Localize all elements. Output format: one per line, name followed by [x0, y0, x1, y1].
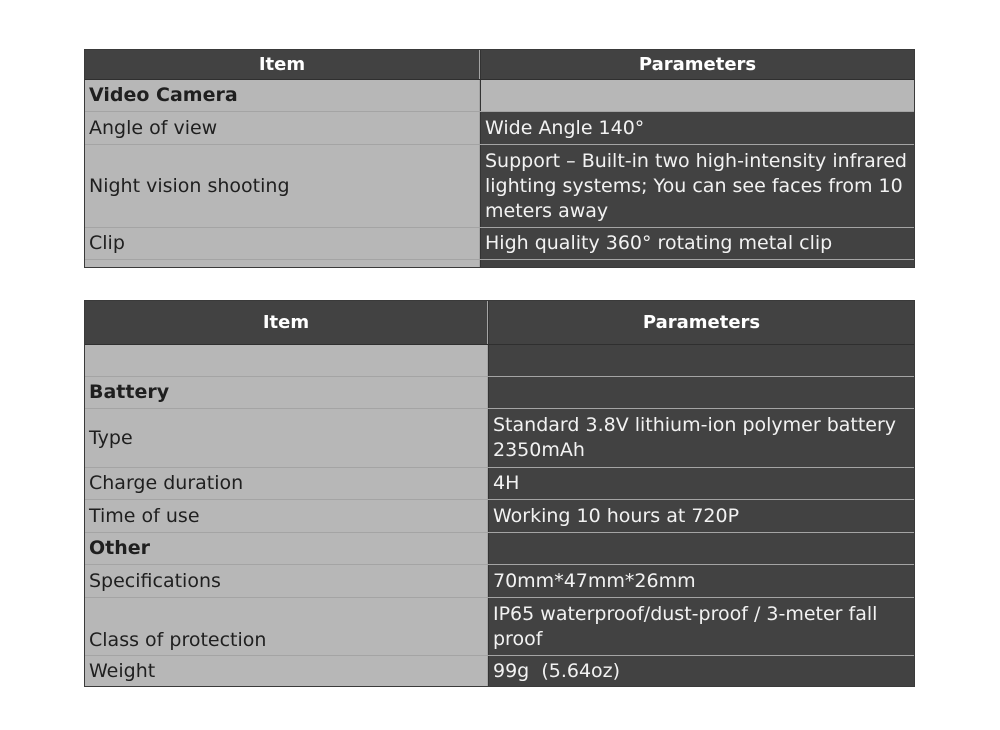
param-cell: IP65 waterproof/dust-proof / 3-meter fall proof [488, 598, 914, 655]
param-cell: 70mm*47mm*26mm [488, 565, 914, 597]
header-item: Item [85, 301, 488, 344]
param-cell: Standard 3.8V lithium-ion polymer battery 2350mAh [488, 409, 914, 467]
table-row [85, 468, 914, 500]
param-cell: Support – Built-in two high-intensity infrared lighting systems; You can see faces from 10 meters away [480, 145, 914, 227]
item-cell: Weight [85, 656, 488, 686]
table-row-cut-off [85, 260, 914, 268]
item-cell: Angle of view [85, 112, 480, 144]
section-title: Other [85, 533, 488, 564]
table-row [85, 500, 914, 533]
section-row-battery [85, 377, 914, 409]
item-cell [85, 345, 488, 376]
section-param-empty [480, 80, 914, 111]
param-cell: Working 10 hours at 720P [488, 500, 914, 532]
section-title: Video Camera [85, 80, 480, 111]
table-row [85, 228, 914, 260]
table-row [85, 565, 914, 598]
section-param-empty [488, 377, 914, 408]
table-row [85, 656, 914, 686]
empty-row [85, 345, 914, 377]
item-cell: Class of protection [85, 598, 488, 655]
header-item: Item [85, 50, 480, 79]
section-row-video-camera [85, 80, 914, 112]
table-row [85, 145, 914, 228]
item-cell: Type [85, 409, 488, 467]
table-header-row [85, 301, 914, 345]
param-cell [480, 260, 914, 268]
param-cell: 4H [488, 468, 914, 499]
item-cell: Clip [85, 228, 480, 259]
section-title: Battery [85, 377, 488, 408]
section-param-empty [488, 533, 914, 564]
item-cell [85, 260, 480, 268]
item-cell: Night vision shooting [85, 145, 480, 227]
item-cell: Time of use [85, 500, 488, 532]
table-row [85, 112, 914, 145]
table-row [85, 409, 914, 468]
header-parameters: Parameters [480, 50, 914, 79]
param-cell [488, 345, 914, 376]
item-cell: Charge duration [85, 468, 488, 499]
table-row [85, 598, 914, 656]
video-camera-spec-table [84, 49, 915, 268]
battery-other-spec-table [84, 300, 915, 687]
param-cell: High quality 360° rotating metal clip [480, 228, 914, 259]
section-row-other [85, 533, 914, 565]
param-cell: Wide Angle 140° [480, 112, 914, 144]
param-cell: 99g (5.64oz) [488, 656, 914, 686]
table-header-row [85, 50, 914, 80]
header-parameters: Parameters [488, 301, 914, 344]
item-cell: Specifications [85, 565, 488, 597]
